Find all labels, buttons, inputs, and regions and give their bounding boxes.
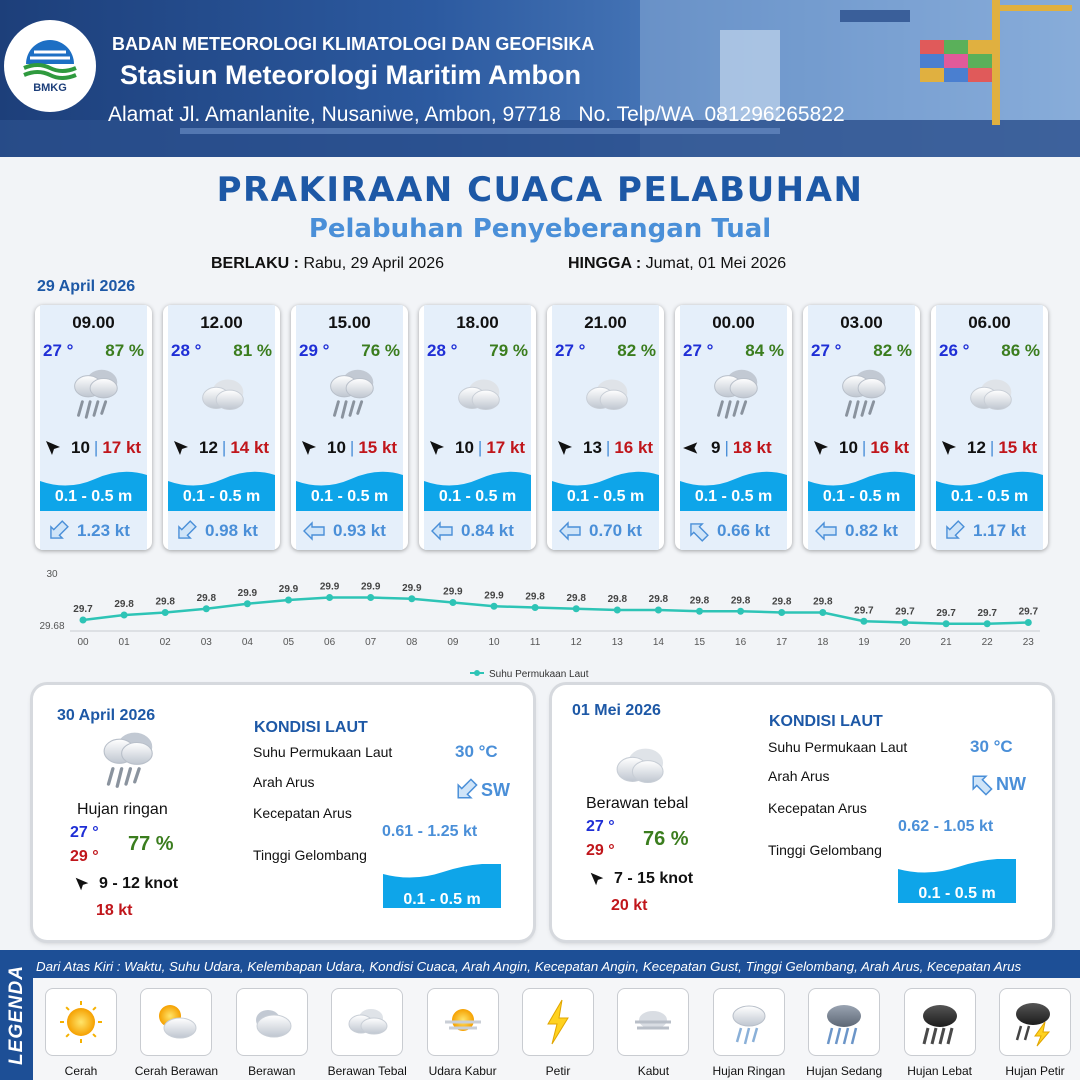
card-wind-speed: 10 <box>839 438 858 457</box>
card-temperature: 27 ° <box>683 341 714 360</box>
sst-data-label: 29.7 <box>1018 606 1039 618</box>
sst-data-point <box>943 620 950 627</box>
card-temperature: 26 ° <box>939 341 970 360</box>
panel-temp-min: 27 ° <box>586 818 615 835</box>
sst-data-point <box>367 594 374 601</box>
card-wind <box>939 438 1044 458</box>
card-wind <box>811 438 916 458</box>
bmkg-logo <box>4 20 96 112</box>
card-wave-height: 0.1 - 0.5 m <box>566 488 645 505</box>
card-separator: | <box>93 438 99 457</box>
sst-data-label: 29.8 <box>566 592 586 604</box>
legend-item-label: Hujan Lebat <box>907 1064 972 1078</box>
panel-humidity: 77 % <box>128 833 174 855</box>
card-wind <box>299 438 404 458</box>
sst-data-point <box>655 607 662 614</box>
cloud-thick-icon <box>575 363 637 425</box>
wave-label: Tinggi Gelombang <box>768 842 882 858</box>
current-dir-label: Arah Arus <box>253 774 315 790</box>
card-current <box>45 520 130 542</box>
card-current <box>941 520 1026 542</box>
legend-item <box>140 988 212 1056</box>
legend-item-label: Hujan Sedang <box>806 1064 883 1078</box>
card-humidity: 79 % <box>489 341 528 360</box>
forecast-card <box>291 305 408 550</box>
x-tick-label: 06 <box>324 637 336 648</box>
card-current <box>301 520 386 542</box>
panel-gust: 18 kt <box>96 902 133 919</box>
x-tick-label: 11 <box>529 637 541 648</box>
legend-item-label: Cerah Berawan <box>134 1064 219 1078</box>
wind-direction-icon <box>43 438 63 458</box>
sst-data-point <box>860 618 867 625</box>
sst-data-label: 29.9 <box>402 582 422 594</box>
card-wave-height: 0.1 - 0.5 m <box>182 488 261 505</box>
panel-temp-max: 29 ° <box>586 842 615 859</box>
panel-temp-max: 29 ° <box>70 848 99 865</box>
sst-value: 30 °C <box>970 737 1013 756</box>
sst-label: Suhu Permukaan Laut <box>768 739 908 755</box>
sst-data-label: 29.9 <box>278 584 299 595</box>
cloud-thick-icon <box>447 363 509 425</box>
sst-label: Suhu Permukaan Laut <box>253 744 393 760</box>
chart-legend-label: Suhu Permukaan Laut <box>489 669 589 680</box>
panel-gust: 20 kt <box>611 897 648 914</box>
sst-data-point <box>162 609 169 616</box>
card-temperature: 28 ° <box>427 341 458 360</box>
y-tick-label: 29.68 <box>39 621 65 632</box>
card-current-speed: 0.98 kt <box>205 521 258 540</box>
sst-data-label: 29.9 <box>360 581 381 593</box>
sea-condition-heading: KONDISI LAUT <box>254 719 368 736</box>
card-wind-speed: 12 <box>199 438 218 457</box>
card-wind-speed: 12 <box>967 438 986 457</box>
sst-data-point <box>449 599 456 606</box>
wind-direction-icon <box>811 438 831 458</box>
forecast-card <box>931 305 1048 550</box>
x-tick-label: 17 <box>776 637 788 648</box>
rain-light-icon <box>319 363 381 425</box>
valid-to-value: Jumat, 01 Mei 2026 <box>645 255 787 272</box>
logo-text: BMKG <box>33 82 67 94</box>
card-time: 06.00 <box>968 313 1011 332</box>
valid-from-label: BERLAKU : <box>211 255 299 272</box>
card-current <box>429 520 514 542</box>
current-speed: 0.61 - 1.25 kt <box>382 823 478 840</box>
panel-wind <box>73 875 178 893</box>
card-separator: | <box>477 438 483 457</box>
wind-direction-icon <box>427 438 447 458</box>
card-wind-speed: 10 <box>327 438 346 457</box>
card-gust: 16 kt <box>614 438 654 457</box>
cloud-thick-icon <box>959 363 1021 425</box>
sst-data-point <box>984 620 991 627</box>
card-time: 12.00 <box>200 313 243 332</box>
wind-direction-icon <box>683 438 703 458</box>
current-direction-icon <box>813 520 839 542</box>
legend-marker <box>474 670 480 676</box>
day-panel-30-april <box>33 685 533 940</box>
card-wind-speed: 10 <box>71 438 90 457</box>
x-tick-label: 04 <box>241 637 253 648</box>
wind-direction-icon <box>171 438 191 458</box>
card-separator: | <box>349 438 355 457</box>
bmkg-logo-icon <box>20 38 80 80</box>
x-tick-label: 20 <box>899 637 911 648</box>
current-direction-icon <box>557 520 583 542</box>
card-current <box>685 520 770 542</box>
card-humidity: 86 % <box>1001 341 1040 360</box>
wind-direction-icon <box>299 438 319 458</box>
legend-item-label: Hujan Petir <box>1005 1064 1065 1078</box>
x-tick-label: 03 <box>200 637 212 648</box>
card-temperature: 28 ° <box>171 341 202 360</box>
rain-light-icon <box>723 996 775 1048</box>
panel-wind <box>588 870 693 888</box>
sst-data-label: 29.7 <box>854 605 874 617</box>
wave-label: Tinggi Gelombang <box>253 847 367 863</box>
card-humidity: 82 % <box>873 341 912 360</box>
card-wave-height: 0.1 - 0.5 m <box>950 488 1029 505</box>
sst-data-label: 29.7 <box>73 604 93 615</box>
forecast-card <box>675 305 792 550</box>
card-time: 18.00 <box>456 313 499 332</box>
sst-data-point <box>819 609 826 616</box>
x-tick-label: 23 <box>1022 637 1034 648</box>
x-tick-label: 21 <box>940 637 952 648</box>
current-arrow-nw-icon <box>968 771 994 797</box>
x-tick-label: 05 <box>282 637 295 648</box>
card-separator: | <box>724 438 729 457</box>
legend-item <box>999 988 1071 1056</box>
sst-data-label: 29.9 <box>319 581 340 593</box>
sst-data-point <box>1025 619 1032 626</box>
sst-data-label: 29.8 <box>155 596 175 608</box>
current-direction-text: NW <box>996 773 1026 794</box>
sst-data-point <box>285 597 292 604</box>
card-gust: 17 kt <box>486 438 526 457</box>
sst-data-point <box>737 608 744 615</box>
x-tick-label: 13 <box>611 637 623 648</box>
x-tick-label: 00 <box>77 637 89 648</box>
legend-item <box>617 988 689 1056</box>
card-gust: 15 kt <box>998 438 1038 457</box>
sst-data-label: 29.8 <box>196 592 217 604</box>
card-current-speed: 1.23 kt <box>77 521 130 540</box>
card-time: 15.00 <box>328 313 371 332</box>
cloudy-icon <box>246 996 298 1048</box>
card-wave-height: 0.1 - 0.5 m <box>54 488 133 505</box>
legend-item <box>713 988 785 1056</box>
legend-item <box>45 988 117 1056</box>
sst-series-line <box>83 598 1028 624</box>
y-tick-label: 30 <box>46 569 58 580</box>
x-tick-label: 15 <box>693 637 706 648</box>
sst-data-point <box>121 612 128 619</box>
current-direction-icon <box>941 520 967 542</box>
sst-data-label: 29.8 <box>689 595 710 607</box>
sst-data-label: 29.9 <box>484 590 504 602</box>
card-gust: 18 kt <box>732 438 772 457</box>
card-separator: | <box>989 438 995 457</box>
card-current-speed: 0.93 kt <box>333 521 386 540</box>
haze-icon <box>437 996 489 1048</box>
sst-data-label: 29.9 <box>443 586 463 598</box>
sst-data-label: 29.7 <box>977 607 997 619</box>
sst-data-point <box>614 607 621 614</box>
card-gust: 14 kt <box>230 438 270 457</box>
card-current <box>173 520 258 542</box>
current-arrow-sw-icon <box>453 777 479 803</box>
rain-light-icon <box>831 363 893 425</box>
forecast-card <box>419 305 536 550</box>
day-panel-01-mei <box>552 685 1052 940</box>
legend-title: LEGENDA <box>5 965 27 1065</box>
current-dir-label: Arah Arus <box>768 768 830 784</box>
legend-item <box>904 988 976 1056</box>
sst-data-label: 29.8 <box>730 595 751 607</box>
sst-data-label: 29.7 <box>895 606 915 618</box>
sst-data-label: 29.8 <box>813 596 833 608</box>
today-date: 29 April 2026 <box>37 278 136 295</box>
valid-from <box>211 255 444 273</box>
forecast-card <box>803 305 920 550</box>
legend-item <box>522 988 594 1056</box>
page-subtitle: Pelabuhan Penyeberangan Tual <box>308 214 772 244</box>
x-tick-label: 09 <box>447 637 459 648</box>
card-wind <box>43 438 148 458</box>
panel-date: 30 April 2026 <box>57 707 156 724</box>
legend-item-label: Cerah <box>64 1064 98 1078</box>
current-direction-icon <box>173 520 199 542</box>
current-direction <box>453 777 510 803</box>
rain-light-icon <box>63 363 125 425</box>
card-time: 09.00 <box>72 313 115 332</box>
sst-data-point <box>408 595 415 602</box>
current-direction-icon <box>685 520 711 542</box>
card-separator: | <box>605 438 611 457</box>
card-wind <box>171 438 276 458</box>
card-wind-speed: 13 <box>583 438 602 457</box>
sst-data-label: 29.8 <box>607 594 628 605</box>
lightning-icon <box>532 996 584 1048</box>
sst-data-label: 29.7 <box>936 607 956 619</box>
thunderstorm-icon <box>1009 996 1061 1048</box>
legend-item <box>808 988 880 1056</box>
station-address: Alamat Jl. Amanlanite, Nusaniwe, Ambon, 97718 No. Telp/WA 081296265822 <box>108 103 845 126</box>
card-time: 03.00 <box>840 313 883 332</box>
panel-condition: Berawan tebal <box>586 795 689 812</box>
sst-data-point <box>902 619 909 626</box>
organization-name: BADAN METEOROLOGI KLIMATOLOGI DAN GEOFISIKA <box>112 34 595 54</box>
current-direction-text: SW <box>481 779 510 800</box>
sst-data-label: 29.8 <box>114 599 134 610</box>
sst-data-point <box>326 594 333 601</box>
card-humidity: 84 % <box>745 341 784 360</box>
card-current-speed: 0.84 kt <box>461 521 514 540</box>
wind-direction-icon <box>555 438 575 458</box>
panel-humidity: 76 % <box>643 828 689 850</box>
x-tick-label: 22 <box>981 637 993 648</box>
panel-wind-speed: 7 - 15 knot <box>614 870 694 887</box>
x-tick-label: 18 <box>817 637 829 648</box>
card-wave-height: 0.1 - 0.5 m <box>694 488 773 505</box>
card-wind-speed: 9 <box>711 438 721 457</box>
rain-heavy-icon <box>914 996 966 1048</box>
sst-data-point <box>778 609 785 616</box>
card-wave-height: 0.1 - 0.5 m <box>438 488 517 505</box>
partly-cloudy-icon <box>150 996 202 1048</box>
legend-item-label: Hujan Ringan <box>712 1064 786 1078</box>
legend-item <box>236 988 308 1056</box>
rain-light-icon <box>703 363 765 425</box>
panel-wind-speed: 9 - 12 knot <box>99 875 179 892</box>
current-speed: 0.62 - 1.05 kt <box>898 818 994 835</box>
card-humidity: 82 % <box>617 341 656 360</box>
x-tick-label: 14 <box>652 637 664 648</box>
card-current-speed: 0.82 kt <box>845 521 898 540</box>
legend-item <box>427 988 499 1056</box>
sst-data-label: 29.8 <box>771 596 792 608</box>
card-current-speed: 1.17 kt <box>973 521 1026 540</box>
legend-item-label: Berawan Tebal <box>327 1064 407 1078</box>
legend-item <box>331 988 403 1056</box>
sst-data-label: 29.8 <box>525 591 545 603</box>
sst-value: 30 °C <box>455 742 498 761</box>
card-time: 21.00 <box>584 313 627 332</box>
legend-item-label: Petir <box>545 1064 571 1078</box>
current-speed-label: Kecepatan Arus <box>768 800 867 816</box>
card-gust: 17 kt <box>102 438 142 457</box>
header-banner <box>0 0 1080 157</box>
current-direction-icon <box>301 520 327 542</box>
card-humidity: 87 % <box>105 341 144 360</box>
wind-direction-icon <box>939 438 959 458</box>
card-humidity: 81 % <box>233 341 272 360</box>
panel-date: 01 Mei 2026 <box>572 702 661 719</box>
page-title: PRAKIRAAN CUACA PELABUHAN <box>216 170 864 210</box>
card-temperature: 29 ° <box>299 341 330 360</box>
valid-to-label: HINGGA : <box>568 255 642 272</box>
sst-data-point <box>532 604 539 611</box>
cloud-thick-icon <box>191 363 253 425</box>
card-separator: | <box>221 438 227 457</box>
legend-description: Dari Atas Kiri : Waktu, Suhu Udara, Kelembapan Udara, Kondisi Cuaca, Arah Angin, Kecepatan Angin, Kecepatan Gust, Tinggi Gelombang, Arah Arus, Kecepatan Arus <box>36 959 1022 974</box>
card-gust: 15 kt <box>358 438 398 457</box>
valid-to <box>568 255 786 273</box>
wave-height: 0.1 - 0.5 m <box>403 891 481 908</box>
card-current <box>557 520 642 542</box>
x-tick-label: 01 <box>118 637 130 648</box>
x-tick-label: 10 <box>488 637 500 648</box>
sst-data-point <box>491 603 498 610</box>
card-wave-height: 0.1 - 0.5 m <box>310 488 389 505</box>
rain-light-icon <box>91 725 161 795</box>
x-tick-label: 12 <box>570 637 582 648</box>
x-tick-label: 16 <box>735 637 747 648</box>
current-direction-icon <box>429 520 455 542</box>
station-name: Stasiun Meteorologi Maritim Ambon <box>120 60 582 90</box>
x-tick-label: 08 <box>406 637 418 648</box>
wind-direction-icon <box>73 875 91 893</box>
card-humidity: 76 % <box>361 341 400 360</box>
sst-data-point <box>573 605 580 612</box>
legend-item-label: Udara Kabur <box>428 1064 497 1078</box>
panel-condition: Hujan ringan <box>77 801 168 818</box>
card-temperature: 27 ° <box>811 341 842 360</box>
legend-item-label: Kabut <box>637 1064 670 1078</box>
card-wind <box>427 438 532 458</box>
panel-temp-min: 27 ° <box>70 824 99 841</box>
sst-data-label: 29.9 <box>237 587 258 599</box>
forecast-card <box>35 305 152 550</box>
forecast-card <box>547 305 664 550</box>
wind-direction-icon <box>588 870 606 888</box>
forecast-card <box>163 305 280 550</box>
card-current-speed: 0.70 kt <box>589 521 642 540</box>
cloud-thick-icon <box>341 996 393 1048</box>
x-tick-label: 02 <box>159 637 171 648</box>
legend-item-label: Berawan <box>248 1064 296 1078</box>
card-separator: | <box>861 438 867 457</box>
cloud-thick-icon <box>604 730 674 800</box>
x-tick-label: 19 <box>858 637 870 648</box>
card-temperature: 27 ° <box>43 341 74 360</box>
current-speed-label: Kecepatan Arus <box>253 805 352 821</box>
x-tick-label: 07 <box>365 637 377 648</box>
card-current <box>813 520 898 542</box>
sst-data-point <box>80 617 87 624</box>
card-wind <box>683 438 788 458</box>
card-wave-height: 0.1 - 0.5 m <box>822 488 901 505</box>
card-time: 00.00 <box>712 313 755 332</box>
sst-data-point <box>203 605 210 612</box>
current-direction-icon <box>45 520 71 542</box>
legend-side-label <box>0 950 33 1080</box>
card-wind <box>555 438 660 458</box>
valid-from-value: Rabu, 29 April 2026 <box>303 255 444 272</box>
rain-moderate-icon <box>818 996 870 1048</box>
sst-data-point <box>244 600 251 607</box>
sunny-icon <box>55 996 107 1048</box>
card-wind-speed: 10 <box>455 438 474 457</box>
sst-line-chart <box>30 563 1050 685</box>
card-temperature: 27 ° <box>555 341 586 360</box>
card-current-speed: 0.66 kt <box>717 521 770 540</box>
sea-condition-heading: KONDISI LAUT <box>769 713 883 730</box>
fog-icon <box>627 996 679 1048</box>
sst-data-label: 29.8 <box>648 594 669 605</box>
card-gust: 16 kt <box>870 438 910 457</box>
sst-data-point <box>696 608 703 615</box>
current-direction <box>968 771 1026 797</box>
wave-height: 0.1 - 0.5 m <box>918 885 996 902</box>
